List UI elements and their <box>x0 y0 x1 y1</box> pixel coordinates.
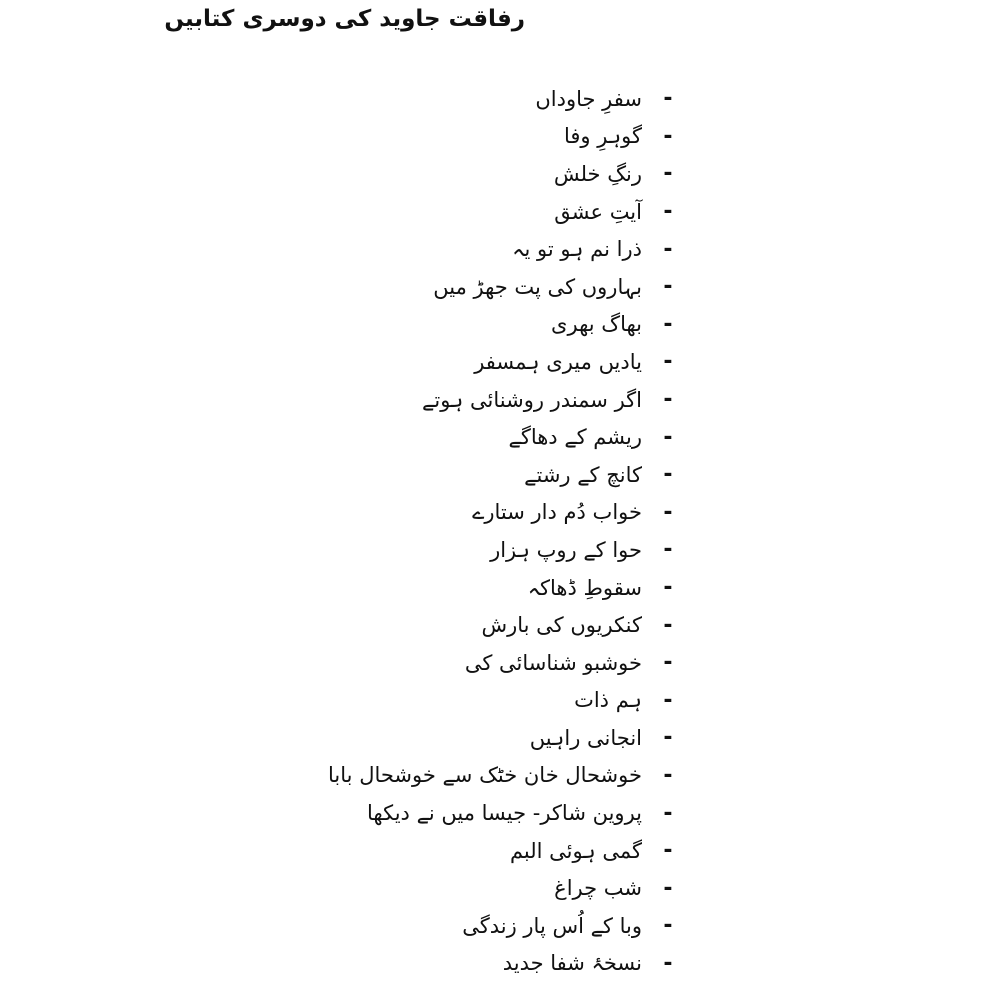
list-dash-marker: - <box>663 575 673 601</box>
book-title: حوا کے روپ ہزار <box>490 537 642 562</box>
book-title: وبا کے اُس پار زندگی <box>462 913 642 938</box>
book-list-item <box>328 494 678 532</box>
book-title: سفرِ جاوداں <box>535 86 642 111</box>
book-title: گمی ہوئی البم <box>509 838 642 863</box>
book-title: شب چراغ <box>554 876 642 901</box>
list-dash-marker: - <box>663 499 673 525</box>
list-dash-marker: - <box>663 800 673 826</box>
list-dash-marker: - <box>663 86 673 112</box>
book-title: ریشم کے دھاگے <box>508 425 642 450</box>
list-dash-marker: - <box>663 762 673 788</box>
list-dash-marker: - <box>663 875 673 901</box>
book-title: انجانی راہیں <box>529 725 642 750</box>
book-list-item <box>328 230 678 268</box>
book-list-item <box>328 945 678 983</box>
book-list-item <box>328 569 678 607</box>
book-list-item <box>328 719 678 757</box>
book-list-item <box>328 869 678 907</box>
list-dash-marker: - <box>663 123 673 149</box>
list-dash-marker: - <box>663 274 673 300</box>
book-list-item <box>328 418 678 456</box>
book-title: خواب دُم دار ستارے <box>472 500 642 525</box>
book-title: رنگِ خلش <box>553 161 642 186</box>
page-title: رفاقت جاوید کی دوسری کتابیں <box>164 6 525 32</box>
book-list-item <box>328 343 678 381</box>
book-list-item <box>328 193 678 231</box>
list-dash-marker: - <box>663 236 673 262</box>
book-title: کنکریوں کی بارش <box>481 613 642 638</box>
list-dash-marker: - <box>663 199 673 225</box>
book-title: بھاگ بھری <box>551 312 642 337</box>
book-list-item <box>328 757 678 795</box>
list-dash-marker: - <box>663 913 673 939</box>
book-list-item <box>328 644 678 682</box>
book-title: گوہرِ وفا <box>564 124 642 149</box>
book-list-item <box>328 306 678 344</box>
list-dash-marker: - <box>663 462 673 488</box>
book-title: پروین شاکر- جیسا میں نے دیکھا <box>367 801 642 826</box>
book-list-item <box>328 832 678 870</box>
book-title: ہم ذات <box>574 688 642 713</box>
book-list-item <box>328 118 678 156</box>
book-title: خوشحال خان خٹک سے خوشحال بابا <box>328 763 642 788</box>
book-title: آیتِ عشق <box>554 199 642 224</box>
book-list-item <box>328 606 678 644</box>
book-list <box>328 80 678 982</box>
list-dash-marker: - <box>663 537 673 563</box>
list-dash-marker: - <box>663 950 673 976</box>
list-dash-marker: - <box>663 387 673 413</box>
book-list-item <box>328 381 678 419</box>
book-title: اگر سمندر روشنائی ہوتے <box>422 387 642 412</box>
list-dash-marker: - <box>663 838 673 864</box>
list-dash-marker: - <box>663 311 673 337</box>
book-title: نسخۂ شفا جدید <box>502 951 642 976</box>
book-title: یادیں میری ہمسفر <box>474 349 642 374</box>
list-dash-marker: - <box>663 725 673 751</box>
book-list-item <box>328 794 678 832</box>
book-list-item <box>328 268 678 306</box>
book-list-item <box>328 456 678 494</box>
list-dash-marker: - <box>663 424 673 450</box>
book-title: ذرا نم ہو تو یہ <box>512 237 642 262</box>
book-list-item <box>328 80 678 118</box>
book-title: کانچ کے رشتے <box>524 462 642 487</box>
list-dash-marker: - <box>663 650 673 676</box>
book-title: سقوطِ ڈھاکہ <box>527 575 642 600</box>
book-list-item <box>328 907 678 945</box>
list-dash-marker: - <box>663 687 673 713</box>
book-list-item <box>328 531 678 569</box>
book-title: بہاروں کی پت جھڑ میں <box>433 274 642 299</box>
book-list-item <box>328 155 678 193</box>
list-dash-marker: - <box>663 161 673 187</box>
book-title: خوشبو شناسائی کی <box>464 650 642 675</box>
book-list-item <box>328 682 678 720</box>
list-dash-marker: - <box>663 612 673 638</box>
list-dash-marker: - <box>663 349 673 375</box>
